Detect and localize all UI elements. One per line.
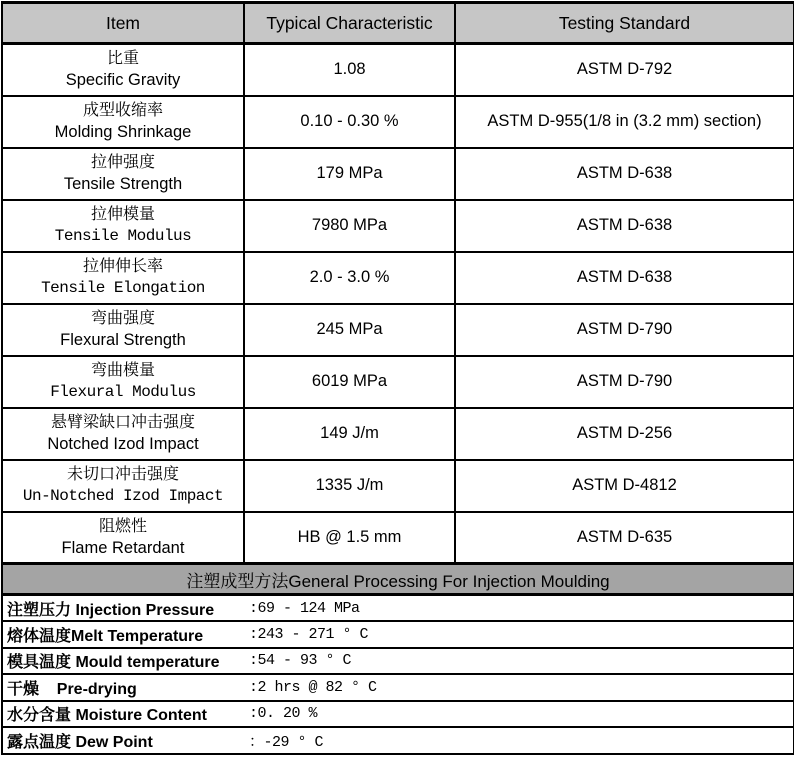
value-cell: 7980 MPa bbox=[244, 200, 455, 252]
item-en-label: Un-Notched Izod Impact bbox=[22, 487, 224, 505]
item-zh-label: 拉伸强度 bbox=[90, 154, 155, 171]
value-cell: 1335 J/m bbox=[244, 460, 455, 512]
processing-row bbox=[2, 648, 794, 675]
properties-table bbox=[1, 1, 794, 755]
item-zh-label: 弯曲强度 bbox=[90, 310, 155, 327]
item-zh-label: 弯曲模量 bbox=[90, 362, 155, 379]
processing-label: 熔体温度Melt Temperature bbox=[7, 627, 204, 645]
processing-label: 干燥 Pre-drying bbox=[7, 680, 137, 698]
col-header-testing-standard: Testing Standard bbox=[455, 3, 794, 44]
table-row bbox=[2, 252, 794, 304]
item-zh-label: 悬臂梁缺口冲击强度 bbox=[50, 414, 195, 431]
section-band-row bbox=[2, 564, 794, 595]
standard-cell: ASTM D-638 bbox=[455, 200, 794, 252]
standard-cell: ASTM D-4812 bbox=[455, 460, 794, 512]
item-cell bbox=[2, 408, 244, 460]
standard-cell: ASTM D-638 bbox=[455, 252, 794, 304]
item-cell bbox=[2, 96, 244, 148]
value-cell: HB @ 1.5 mm bbox=[244, 512, 455, 564]
item-en-label: Tensile Elongation bbox=[41, 279, 205, 297]
standard-cell: ASTM D-955(1/8 in (3.2 mm) section) bbox=[455, 96, 794, 148]
item-cell bbox=[2, 304, 244, 356]
table-row bbox=[2, 200, 794, 252]
item-zh-label: 阻燃性 bbox=[98, 517, 147, 535]
processing-label: 水分含量 Moisture Content bbox=[7, 707, 207, 725]
item-cell bbox=[2, 512, 244, 564]
value-cell: 179 MPa bbox=[244, 148, 455, 200]
value-cell: 245 MPa bbox=[244, 304, 455, 356]
item-en-label: Tensile Modulus bbox=[54, 227, 192, 245]
item-cell bbox=[2, 252, 244, 304]
processing-label: 露点温度 Dew Point bbox=[7, 733, 153, 751]
col-header-item: Item bbox=[2, 3, 244, 44]
value-cell: 1.08 bbox=[244, 44, 455, 96]
table-row bbox=[2, 304, 794, 356]
item-zh-label: 未切口冲击强度 bbox=[66, 466, 179, 483]
processing-label: 注塑压力 Injection Pressure bbox=[7, 601, 215, 619]
standard-cell: ASTM D-792 bbox=[455, 44, 794, 96]
standard-cell: ASTM D-635 bbox=[455, 512, 794, 564]
processing-label: 模具温度 Mould temperature bbox=[7, 654, 220, 672]
item-cell bbox=[2, 356, 244, 408]
processing-value: :54 - 93 ° C bbox=[249, 652, 352, 670]
item-cell bbox=[2, 460, 244, 512]
item-zh-label: 比重 bbox=[106, 50, 139, 68]
processing-row bbox=[2, 674, 794, 701]
item-cell bbox=[2, 148, 244, 200]
item-en-label: Flexural Modulus bbox=[50, 383, 196, 401]
item-cell bbox=[2, 200, 244, 252]
value-cell: 0.10 - 0.30 % bbox=[244, 96, 455, 148]
item-zh-label: 成型收缩率 bbox=[82, 102, 163, 119]
item-zh-label: 拉伸伸长率 bbox=[82, 258, 163, 275]
processing-value: :243 - 271 ° C bbox=[249, 625, 369, 643]
header-row bbox=[2, 3, 794, 44]
processing-value: :69 - 124 MPa bbox=[249, 599, 360, 617]
item-en-label: Specific Gravity bbox=[65, 71, 181, 90]
processing-row bbox=[2, 595, 794, 622]
table-row bbox=[2, 512, 794, 564]
processing-value: :2 hrs @ 82 ° C bbox=[249, 678, 377, 696]
item-zh-label: 拉伸模量 bbox=[90, 206, 155, 223]
value-cell: 149 J/m bbox=[244, 408, 455, 460]
processing-value: ：-29 ° C bbox=[249, 733, 324, 751]
item-en-label: Flexural Strength bbox=[60, 331, 186, 349]
table-row bbox=[2, 44, 794, 96]
item-en-label: Molding Shrinkage bbox=[54, 123, 192, 141]
standard-cell: ASTM D-790 bbox=[455, 304, 794, 356]
table-row bbox=[2, 96, 794, 148]
table-row bbox=[2, 356, 794, 408]
table-row bbox=[2, 408, 794, 460]
standard-cell: ASTM D-638 bbox=[455, 148, 794, 200]
processing-value: :0. 20 % bbox=[249, 705, 318, 723]
processing-row bbox=[2, 727, 794, 754]
item-en-label: Notched Izod Impact bbox=[47, 435, 199, 453]
processing-row bbox=[2, 621, 794, 648]
standard-cell: ASTM D-790 bbox=[455, 356, 794, 408]
table-row bbox=[2, 148, 794, 200]
section-band-title: 注塑成型方法General Processing For Injection Moulding bbox=[2, 564, 794, 595]
value-cell: 6019 MPa bbox=[244, 356, 455, 408]
item-en-label: Tensile Strength bbox=[63, 175, 183, 193]
standard-cell: ASTM D-256 bbox=[455, 408, 794, 460]
item-cell bbox=[2, 44, 244, 96]
table-row bbox=[2, 460, 794, 512]
item-en-label: Flame Retardant bbox=[61, 538, 185, 557]
value-cell: 2.0 - 3.0 % bbox=[244, 252, 455, 304]
col-header-typical-characteristic: Typical Characteristic bbox=[244, 3, 455, 44]
processing-row bbox=[2, 701, 794, 728]
